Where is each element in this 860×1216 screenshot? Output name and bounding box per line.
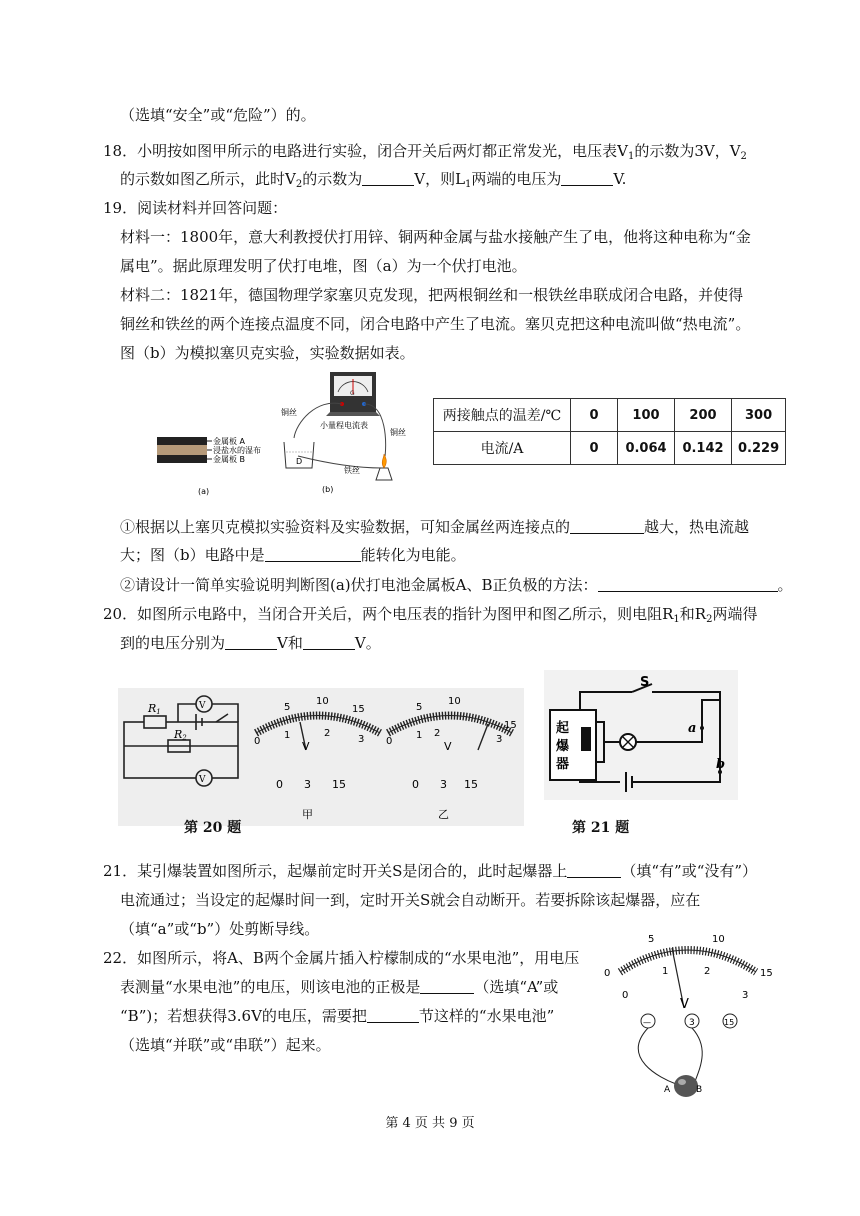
- label-iron: 铁丝: [344, 466, 360, 475]
- table-row: 两接触点的温差/℃ 0 100 200 300: [434, 399, 786, 432]
- svg-text:3: 3: [440, 778, 447, 791]
- svg-text:起: 起: [556, 721, 570, 736]
- svg-text:15: 15: [504, 720, 517, 731]
- label-yi: 乙: [438, 808, 449, 821]
- label-jia: 甲: [302, 808, 313, 821]
- question-20-line1: 20．如图所示电路中，当闭合开关后，两个电压表的指针为图甲和图乙所示，则电阻$R_1$和$R_2$两端得: [103, 605, 758, 625]
- label-plate-b: 金属板 B: [213, 455, 246, 464]
- caption-a: (a): [198, 487, 210, 496]
- svg-text:10: 10: [448, 696, 461, 707]
- label-copper-1: 铜丝: [281, 408, 297, 417]
- sub-question-1-line2: 大；图（b）电路中是 能转化为电能。: [120, 546, 466, 564]
- lemon-icon: [674, 1075, 698, 1097]
- svg-text:1: 1: [662, 966, 669, 977]
- svg-text:2: 2: [434, 728, 441, 739]
- label-plate-b: B: [696, 1085, 703, 1095]
- svg-text:0: 0: [254, 736, 261, 747]
- label-meter: 小量程电流表: [320, 421, 368, 430]
- material-1-line2: 属电”。据此原理发明了伏打电堆，图（a）为一个伏打电池。: [120, 257, 527, 275]
- svg-text:15: 15: [352, 704, 365, 715]
- svg-text:3: 3: [689, 1018, 695, 1028]
- figure-b-seebeck: [276, 368, 416, 498]
- sub-question-2: ②请设计一简单实验说明判断图(a)伏打电池金属板A、B正负极的方法： 。: [120, 576, 793, 594]
- label-copper-2: 铜丝: [390, 428, 406, 437]
- figure-21: [544, 670, 738, 800]
- label-wet-cloth: 浸盐水的湿布: [213, 446, 261, 455]
- table-header-current: 电流/A: [434, 432, 571, 465]
- svg-text:0: 0: [604, 968, 611, 979]
- svg-text:10: 10: [316, 696, 329, 707]
- svg-text:5: 5: [416, 702, 423, 713]
- answer-blank[interactable]: [598, 575, 778, 592]
- svg-text:1: 1: [416, 730, 423, 741]
- label-point-a: a: [688, 721, 697, 736]
- sub-question-1-line1: ①根据以上塞贝克模拟实验资料及实验数据，可知金属丝两连接点的 越大，热电流越: [120, 518, 750, 536]
- answer-blank[interactable]: [561, 169, 613, 186]
- caption-figure-20: 第 20 题: [184, 820, 242, 836]
- table-row: 电流/A 0 0.064 0.142 0.229: [434, 432, 786, 465]
- caption-b: (b): [322, 485, 334, 494]
- svg-text:—: —: [643, 1018, 651, 1027]
- svg-text:2: 2: [704, 966, 711, 977]
- svg-text:1: 1: [284, 730, 291, 741]
- answer-blank[interactable]: [362, 169, 414, 186]
- svg-text:3: 3: [496, 734, 503, 745]
- figure-a-voltaic-cell: [150, 428, 275, 498]
- svg-text:D: D: [296, 457, 303, 466]
- answer-blank[interactable]: [367, 1006, 419, 1023]
- table-header-temp: 两接触点的温差/℃: [434, 399, 571, 432]
- label-plate-a: A: [664, 1085, 671, 1095]
- svg-text:15: 15: [760, 968, 773, 979]
- svg-text:3: 3: [742, 990, 749, 1001]
- seebeck-data-table: [433, 398, 786, 465]
- question-22-line4: （选填“并联”或“串联”）起来。: [120, 1036, 331, 1054]
- svg-text:V: V: [302, 740, 310, 753]
- svg-text:V: V: [680, 997, 689, 1012]
- figure-22-fruit-battery: [600, 928, 780, 1098]
- material-1-line1: 材料一：1800年，意大利教授伏打用锌、铜两种金属与盐水接触产生了电，他将这种电称为“金: [120, 228, 751, 246]
- caption-figure-21: 第 21 题: [572, 820, 630, 836]
- question-21-line3: （填“a”或“b”）处剪断导线。: [120, 920, 320, 938]
- answer-blank[interactable]: [570, 517, 644, 534]
- svg-text:0: 0: [622, 990, 629, 1001]
- figure-20: [118, 688, 524, 828]
- answer-blank[interactable]: [303, 633, 355, 650]
- svg-text:0: 0: [276, 778, 283, 791]
- answer-blank[interactable]: [420, 977, 474, 994]
- svg-text:10: 10: [712, 934, 725, 945]
- question-21-line2: 电流通过；当设定的起爆时间一到，定时开关S就会自动断开。若要拆除该起爆器，应在: [120, 891, 701, 909]
- question-22-line2: 表测量“水果电池”的电压，则该电池的正极是 （选填“A”或: [120, 978, 559, 996]
- svg-text:3: 3: [304, 778, 311, 791]
- svg-text:15: 15: [332, 778, 346, 791]
- svg-text:15: 15: [464, 778, 478, 791]
- material-2-line1: 材料二：1821年，德国物理学家塞贝克发现，把两根铜丝和一根铁丝串联成闭合电路，并使得: [120, 286, 744, 304]
- svg-text:2: 2: [324, 728, 331, 739]
- svg-text:3: 3: [358, 734, 365, 745]
- question-18-line1: 18．小明按如图甲所示的电路进行实验，闭合开关后两灯都正常发光，电压表$V_1$的示数为3V，$V_2$: [103, 142, 747, 162]
- svg-text:V: V: [444, 740, 452, 753]
- svg-text:5: 5: [648, 934, 655, 945]
- question-19-title: 19．阅读材料并回答问题：: [103, 199, 288, 217]
- question-21-line1: 21．某引爆装置如图所示，起爆前定时开关S是闭合的，此时起爆器上 （填“有”或“没有”）: [103, 862, 758, 880]
- svg-text:V: V: [199, 701, 206, 711]
- svg-text:爆: 爆: [556, 739, 570, 754]
- question-18-line2: 的示数如图乙所示，此时$V_2$的示数为 V，则$L_1$两端的电压为 V.: [120, 170, 627, 190]
- svg-text:15: 15: [724, 1018, 735, 1027]
- material-2-line2: 铜丝和铁丝的两个连接点温度不同，闭合电路中产生了电流。塞贝克把这种电流叫做“热电流”。: [120, 315, 751, 333]
- label-plate-a: 金属板 A: [213, 437, 246, 446]
- line-l1: （选填“安全”或“危险”）的。: [120, 106, 316, 124]
- answer-blank[interactable]: [567, 861, 621, 878]
- label-r2: R2: [174, 728, 187, 742]
- svg-text:0: 0: [386, 736, 393, 747]
- label-point-b: b: [716, 757, 726, 772]
- svg-text:0: 0: [412, 778, 419, 791]
- svg-text:器: 器: [556, 757, 570, 772]
- page-footer: 第 4 页 共 9 页: [385, 1116, 475, 1131]
- question-20-line2: 到的电压分别为 V和 V。: [120, 634, 381, 652]
- question-22-line3: “B”)；若想获得3.6V的电压，需要把 节这样的“水果电池”: [120, 1007, 555, 1025]
- burner-icon: [376, 468, 392, 480]
- answer-blank[interactable]: [265, 545, 361, 562]
- answer-blank[interactable]: [225, 633, 277, 650]
- material-2-line3: 图（b）为模拟塞贝克实验，实验数据如表。: [120, 344, 415, 362]
- label-switch-s: S: [640, 675, 650, 690]
- label-r1: R1: [148, 702, 161, 716]
- svg-text:G: G: [350, 390, 355, 397]
- question-22-line1: 22．如图所示，将A、B两个金属片插入柠檬制成的“水果电池”，用电压: [103, 949, 580, 967]
- svg-text:V: V: [199, 775, 206, 785]
- svg-text:5: 5: [284, 702, 291, 713]
